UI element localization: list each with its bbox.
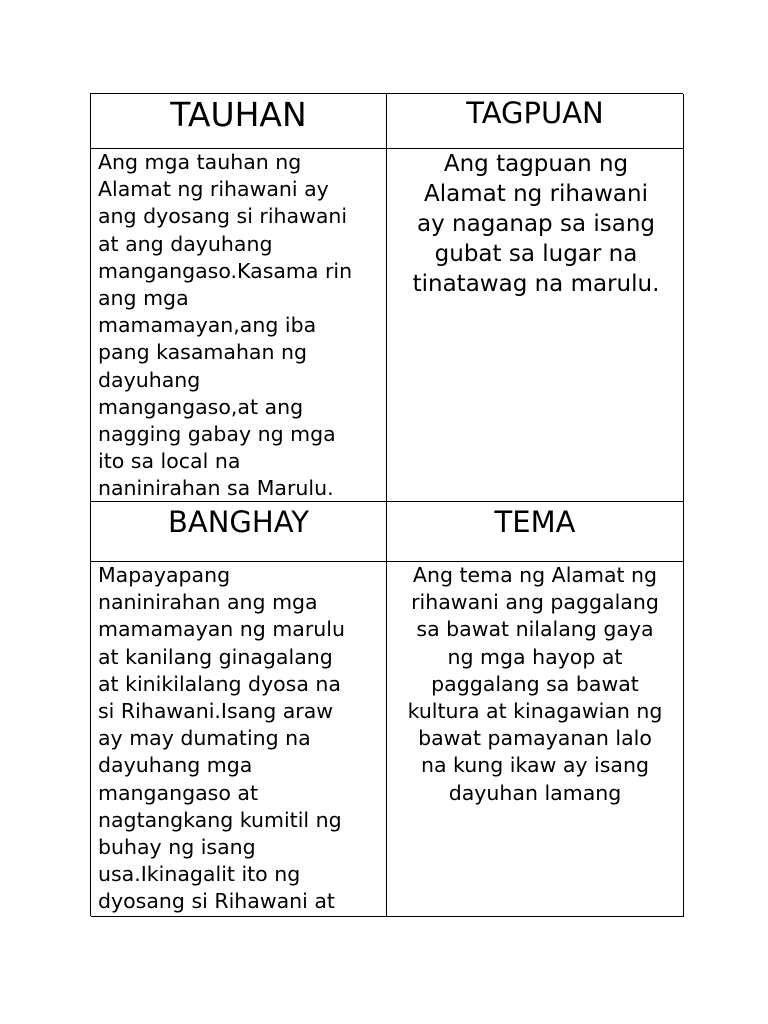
- tauhan-text-line: mangangaso.Kasama rin: [98, 258, 353, 283]
- tauhan-text-line: Alamat ng rihawani ay: [98, 177, 329, 202]
- banghay-text-line: usa.Ikinagalit ito ng: [98, 862, 301, 887]
- tagpuan-text-line: tinatawag na marulu.: [412, 271, 660, 297]
- tauhan-text-line: Ang mga tauhan ng: [98, 150, 302, 174]
- tauhan-text-line: naninirahan sa Marulu.: [98, 476, 334, 501]
- tauhan-text-line: mamamayan,ang iba: [98, 313, 317, 338]
- banghay-text: [91, 562, 386, 916]
- tagpuan-text-line: gubat sa lugar na: [434, 241, 638, 267]
- banghay-text-line: dayuhang mga: [98, 753, 253, 778]
- tema-text-line: ng mga hayop at: [447, 644, 623, 669]
- tauhan-text-line: pang kasamahan ng: [98, 340, 308, 365]
- banghay-text-line: ay may dumating na: [98, 726, 311, 751]
- tagpuan-text-line: Ang tagpuan ng: [443, 151, 629, 177]
- tema-text-line: Ang tema ng Alamat ng: [412, 563, 658, 587]
- tauhan-text-line: dayuhang: [98, 367, 201, 392]
- story-elements-table: [90, 93, 683, 916]
- tema-text-line: rihawani ang paggalang: [411, 590, 659, 615]
- banghay-text-line: naninirahan ang mga: [98, 590, 318, 615]
- tema-text-line: na kung ikaw ay isang: [420, 753, 650, 778]
- banghay-text-line: mangangaso at: [98, 780, 259, 805]
- banghay-header-cell: [91, 502, 387, 562]
- banghay-text-line: at kanilang ginagalang: [98, 644, 333, 669]
- tauhan-text-line: mangangaso,at ang: [98, 394, 304, 419]
- tauhan-text-line: ito sa local na: [98, 449, 241, 474]
- tema-text-line: dayuhan lamang: [448, 780, 622, 805]
- tauhan-body-cell: [91, 149, 387, 502]
- banghay-body-cell: [91, 562, 387, 917]
- banghay-text-line: nagtangkang kumitil ng: [98, 807, 342, 832]
- tauhan-text-line: ang dyosang si rihawani: [98, 204, 348, 229]
- tagpuan-text-line: Alamat ng rihawani: [424, 181, 648, 207]
- banghay-text-line: buhay ng isang: [98, 835, 256, 860]
- banghay-text-line: at kinikilalang dyosa na: [98, 671, 341, 696]
- tema-text-line: bawat pamayanan lalo: [418, 726, 652, 751]
- tagpuan-heading: TAGPUAN: [466, 96, 604, 130]
- tema-heading: TEMA: [494, 505, 576, 539]
- tema-text-line: paggalang sa bawat: [431, 671, 639, 696]
- tagpuan-header-cell: [387, 94, 684, 149]
- tagpuan-body-cell: [387, 149, 684, 502]
- tauhan-header-cell: [91, 94, 387, 149]
- tagpuan-text: [387, 149, 683, 299]
- tagpuan-text-line: ay naganap sa isang: [417, 211, 655, 237]
- tauhan-text: [91, 149, 386, 502]
- tema-text: [387, 562, 683, 807]
- tema-header-cell: [387, 502, 684, 562]
- tauhan-heading: TAUHAN: [170, 95, 307, 134]
- tema-body-cell: [387, 562, 684, 917]
- banghay-text-line: dyosang si Rihawani at: [98, 889, 335, 914]
- banghay-heading: BANGHAY: [167, 505, 309, 539]
- tema-text-line: kultura at kinagawian ng: [407, 699, 663, 724]
- banghay-text-line: si Rihawani.Isang araw: [98, 699, 334, 724]
- tauhan-text-line: ang mga: [98, 286, 189, 311]
- banghay-text-line: Mapayapang: [98, 563, 231, 587]
- tema-text-line: sa bawat nilalang gaya: [416, 617, 654, 642]
- tauhan-text-line: nagging gabay ng mga: [98, 422, 336, 447]
- banghay-text-line: mamamayan ng marulu: [98, 617, 345, 642]
- tauhan-text-line: at ang dayuhang: [98, 231, 273, 256]
